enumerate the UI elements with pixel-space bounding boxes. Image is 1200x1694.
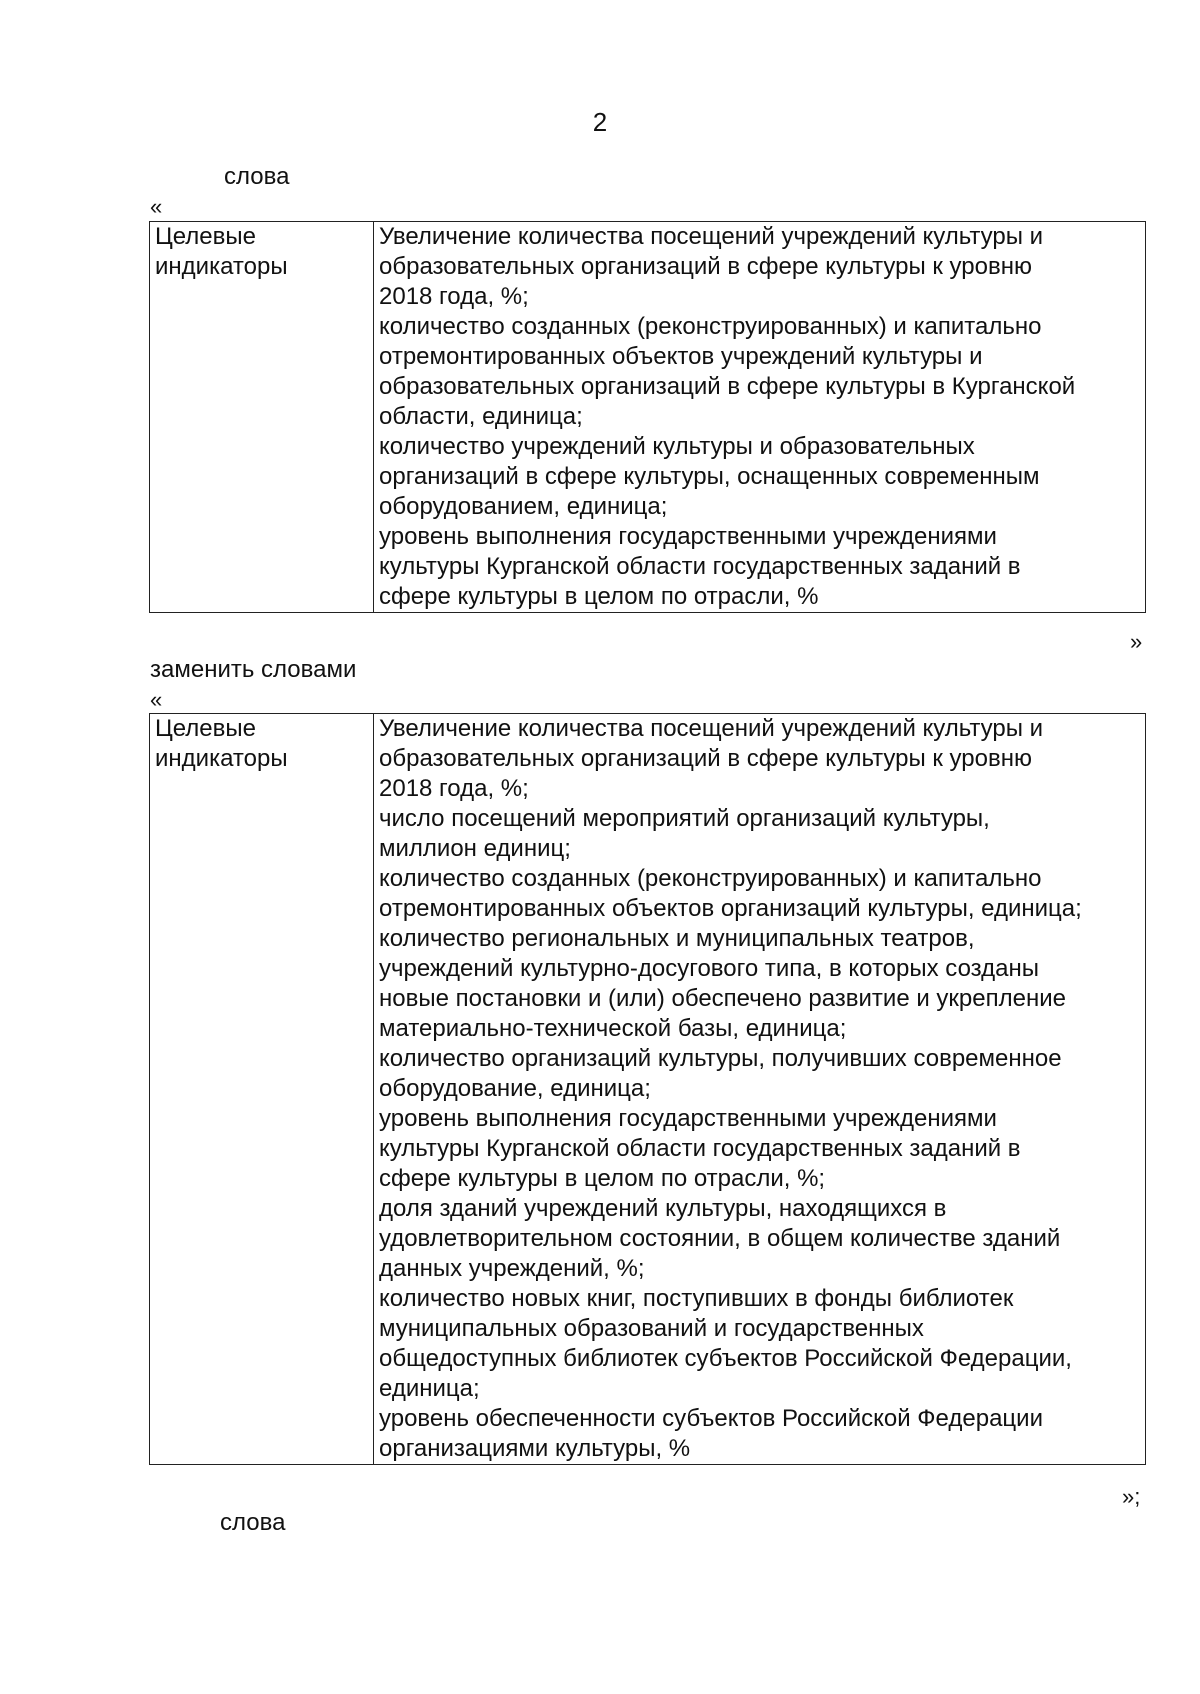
content-line: Увеличение количества посещений учреждений культуры и — [379, 715, 1044, 742]
content-line: организаций в сфере культуры, оснащенных современным — [379, 463, 1040, 490]
content-line: образовательных организаций в сфере культуры к уровню — [379, 745, 1032, 772]
content-line: сфере культуры в целом по отрасли, % — [379, 583, 819, 610]
content-line: образовательных организаций в сфере культуры к уровню — [379, 253, 1032, 280]
indicators-table-new — [149, 713, 1146, 1465]
content-line: культуры Курганской области государственных заданий в — [379, 1135, 1021, 1162]
content-line: удовлетворительном состоянии, в общем количестве зданий — [379, 1225, 1061, 1252]
content-line: 2018 года, %; — [379, 283, 529, 310]
close-quote-1: » — [1130, 629, 1143, 654]
content-line: единица; — [379, 1375, 480, 1402]
content-line: учреждений культурно-досугового типа, в которых созданы — [379, 955, 1039, 982]
table-row — [150, 222, 1146, 613]
content-line: оборудованием, единица; — [379, 493, 668, 520]
label-line: индикаторы — [155, 253, 288, 280]
label-line: Целевые — [155, 715, 257, 742]
content-line: уровень выполнения государственными учреждениями — [379, 1105, 997, 1132]
content-line: сфере культуры в целом по отрасли, %; — [379, 1165, 826, 1192]
open-quote-2: « — [150, 687, 163, 712]
content-line: количество региональных и муниципальных театров, — [379, 925, 975, 952]
content-line: миллион единиц; — [379, 835, 571, 862]
replace-phrase: заменить словами — [150, 656, 357, 683]
content-line: культуры Курганской области государственных заданий в — [379, 553, 1021, 580]
final-word: слова — [220, 1509, 286, 1536]
content-line: организациями культуры, % — [379, 1435, 691, 1462]
table-row — [150, 714, 1146, 1465]
content-line: общедоступных библиотек субъектов Российской Федерации, — [379, 1345, 1072, 1372]
content-line: количество созданных (реконструированных) и капитально — [379, 865, 1042, 892]
content-line: новые постановки и (или) обеспечено развитие и укрепление — [379, 985, 1066, 1012]
content-line: количество учреждений культуры и образовательных — [379, 433, 975, 460]
content-cell — [374, 222, 1146, 613]
label-line: индикаторы — [155, 745, 288, 772]
content-line: уровень выполнения государственными учреждениями — [379, 523, 997, 550]
page-number: 2 — [592, 107, 608, 137]
indicators-table-old — [149, 221, 1146, 613]
close-quote-semicolon: »; — [1122, 1484, 1141, 1509]
content-line: 2018 года, %; — [379, 775, 529, 802]
open-quote-1: « — [150, 194, 163, 219]
content-line: образовательных организаций в сфере культуры в Курганской — [379, 373, 1076, 400]
content-line: количество созданных (реконструированных) и капитально — [379, 313, 1042, 340]
intro-word: слова — [224, 163, 290, 190]
content-line: оборудование, единица; — [379, 1075, 651, 1102]
content-line: области, единица; — [379, 403, 583, 430]
label-cell — [150, 222, 374, 613]
content-line: материально-технической базы, единица; — [379, 1015, 847, 1042]
content-line: отремонтированных объектов учреждений культуры и — [379, 343, 983, 370]
content-line: число посещений мероприятий организаций культуры, — [379, 805, 990, 832]
content-line: данных учреждений, %; — [379, 1255, 645, 1282]
content-line: количество организаций культуры, получивших современное — [379, 1045, 1062, 1072]
content-line: уровень обеспеченности субъектов Российской Федерации — [379, 1405, 1043, 1432]
content-cell — [374, 714, 1146, 1465]
label-cell — [150, 714, 374, 1465]
content-line: доля зданий учреждений культуры, находящихся в — [379, 1195, 947, 1222]
content-line: количество новых книг, поступивших в фонды библиотек — [379, 1285, 1014, 1312]
content-line: отремонтированных объектов организаций культуры, единица; — [379, 895, 1082, 922]
content-line: муниципальных образований и государственных — [379, 1315, 924, 1342]
content-line: Увеличение количества посещений учреждений культуры и — [379, 223, 1044, 250]
label-line: Целевые — [155, 223, 257, 250]
